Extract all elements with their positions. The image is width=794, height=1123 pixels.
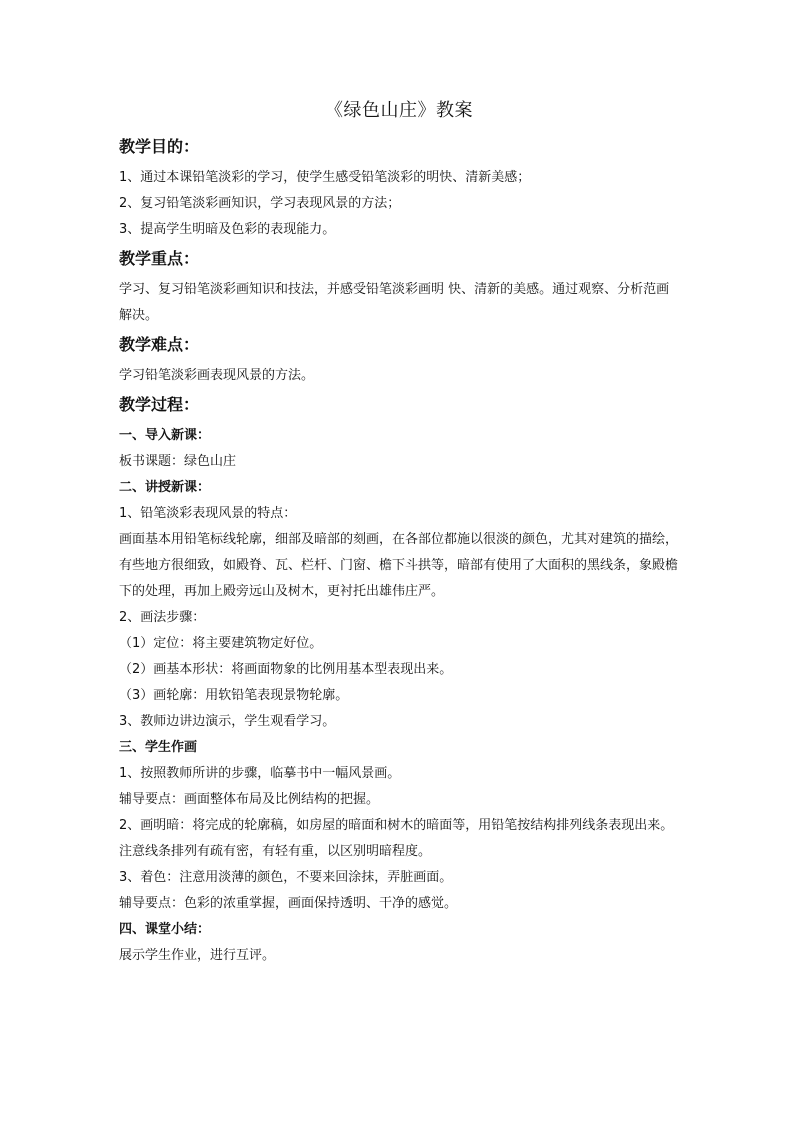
process-part2-line: （2）画基本形状：将画面物象的比例用基本型表现出来。 — [119, 662, 453, 677]
section-heading-difficulties: 教学难点： — [119, 335, 200, 354]
process-part4-line: 展示学生作业，进行互评。 — [119, 948, 276, 963]
goal-item: 3、提高学生明暗及色彩的表现能力。 — [119, 222, 336, 237]
process-part2-line: 3、教师边讲边演示，学生观看学习。 — [119, 714, 336, 729]
process-part2-line: 1、铅笔淡彩表现风景的特点： — [119, 506, 297, 521]
process-part3-line: 辅导要点：画面整体布局及比例结构的把握。 — [119, 792, 380, 807]
process-part3-heading: 三、学生作画 — [119, 740, 198, 755]
difficulties-text: 学习铅笔淡彩画表现风景的方法。 — [119, 368, 315, 383]
process-part4-heading: 四、课堂小结： — [119, 922, 211, 937]
process-part3-line: 3、着色：注意用淡薄的颜色，不要来回涂抹，弄脏画面。 — [119, 870, 453, 885]
process-part2-line: （3）画轮廓：用软铅笔表现景物轮廓。 — [119, 688, 349, 703]
process-part2-line: （1）定位：将主要建筑物定好位。 — [119, 636, 323, 651]
process-part2-heading: 二、讲授新课： — [119, 480, 211, 495]
process-part2-line: 画面基本用铅笔标线轮廓，细部及暗部的刻画，在各部位都施以很淡的颜色，尤其对建筑的描绘，有些地方很细致，如殿脊、瓦、栏杆、门窗、檐下斗拱等，暗部有使用了大面积的黑线条，象殿檐下的处理，再加上殿旁远山及树木，更衬托出雄伟庄严。 — [119, 532, 679, 599]
process-part3-line: 辅导要点：色彩的浓重掌握，画面保持透明、干净的感觉。 — [119, 896, 458, 911]
process-part2-line: 2、画法步骤： — [119, 610, 206, 625]
goal-item: 2、复习铅笔淡彩画知识，学习表现风景的方法； — [119, 196, 401, 211]
document-content — [119, 97, 679, 969]
process-part1-line: 板书课题：绿色山庄 — [119, 454, 237, 469]
section-heading-goals: 教学目的： — [119, 137, 200, 156]
process-part3-line: 2、画明暗：将完成的轮廓稿，如房屋的暗面和树木的暗面等，用铅笔按结构排列线条表现出来。注意线条排列有疏有密，有轻有重，以区别明暗程度。 — [119, 818, 674, 859]
process-part3-line: 1、按照教师所讲的步骤，临摹书中一幅风景画。 — [119, 766, 401, 781]
process-part1-heading: 一、导入新课： — [119, 428, 211, 443]
goal-item: 1、通过本课铅笔淡彩的学习，使学生感受铅笔淡彩的明快、清新美感； — [119, 170, 531, 185]
key-points-text: 学习、复习铅笔淡彩画知识和技法，并感受铅笔淡彩画明 快、清新的美感。通过观察、分析范画解决。 — [119, 282, 670, 323]
section-heading-process: 教学过程： — [119, 395, 200, 414]
section-heading-key-points: 教学重点： — [119, 249, 200, 268]
document-title: 《绿色山庄》教案 — [325, 100, 473, 121]
